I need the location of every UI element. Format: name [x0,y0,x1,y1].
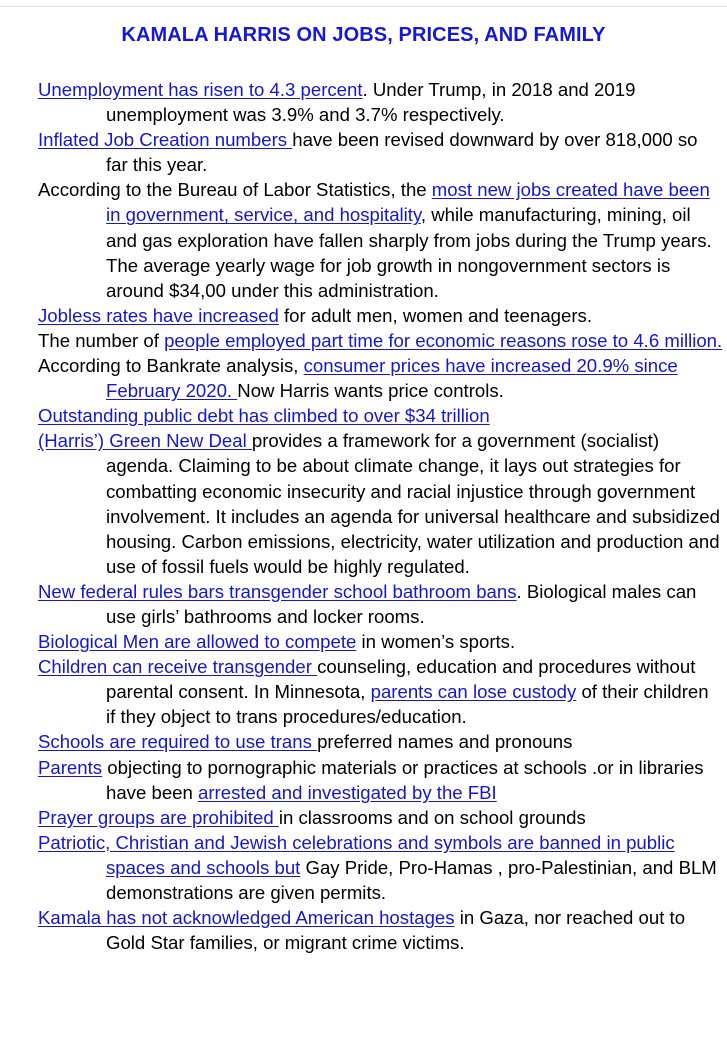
item-link[interactable]: Children can receive transgender [38,656,318,678]
list-item [38,805,723,830]
item-link[interactable]: consumer prices have increased 20.9% since February 2020. [106,355,678,402]
item-link[interactable]: Jobless rates have increased [38,304,279,326]
item-text: According to the Bureau of Labor Statistics, the [38,179,432,201]
page-title: KAMALA HARRIS ON JOBS, PRICES, AND FAMILY [121,24,606,46]
item-link[interactable]: parents can lose custody [370,681,577,703]
item-text: for adult men, women and teenagers. [278,304,593,326]
item-link[interactable]: New federal rules bars transgender school bathroom bans [38,580,517,602]
item-text: Now Harris wants price controls. [237,380,504,402]
list-item [38,755,723,805]
item-text: The number of [38,329,165,351]
item-text: counseling, education and procedures without parental consent. In Minnesota, [106,656,696,703]
list-item [38,403,723,428]
item-link[interactable]: (Harris’) Green New Deal [38,430,252,452]
item-text: . Under Trump, in 2018 and 2019 unemployment was 3.9% and 3.7% respectively. [106,79,636,126]
list-item [38,428,723,579]
item-text: . Biological males can use girls’ bathrooms and locker rooms. [106,580,697,627]
list-item [38,77,723,127]
list-item [38,579,723,629]
item-text: Gay Pride, Pro-Hamas , pro-Palestinian, and BLM demonstrations are given permits. [106,856,717,903]
item-text: According to Bankrate analysis, [38,355,304,377]
item-text: provides a framework for a government (socialist) agenda. Claiming to be about climate change, it lays out strategies for combatting economic insecurity and racial injustice through government involvement. It includes an agenda for universal healthcare and subsidized housing. Carbon emissions, electricity, water utilization and production and use of fossil fuels would be highly regulated. [106,430,720,577]
item-link[interactable]: Parents [38,756,103,778]
list-item [38,127,723,177]
item-link[interactable]: Schools are required to use trans [38,731,318,753]
list-item [38,905,723,955]
item-link[interactable]: Biological Men are allowed to compete [38,631,357,653]
list-item [38,629,723,654]
list-item [38,177,723,302]
item-text: objecting to pornographic materials or practices at schools .or in libraries have been [102,756,704,803]
item-text: preferred names and pronouns [317,731,573,753]
item-link[interactable]: Unemployment has risen to 4.3 percent [38,79,363,100]
list-item [38,654,723,729]
item-link[interactable]: Kamala has not acknowledged American hostages [38,907,455,929]
item-text: in classrooms and on school grounds [278,806,586,828]
item-text: of their children if they object to trans procedures/education. [106,681,709,728]
item-link[interactable]: Prayer groups are prohibited [38,806,279,828]
item-link[interactable]: Inflated Job Creation numbers [38,129,293,151]
item-text: in women’s sports. [356,631,516,653]
top-divider [0,6,727,7]
item-link[interactable]: people employed part time for economic reasons rose to 4.6 million. [164,329,723,351]
list-item [38,328,723,353]
item-text: in Gaza, nor reached out to Gold Star families, or migrant crime victims. [106,907,686,954]
list-item [38,353,723,403]
list-item [38,830,723,905]
item-link[interactable]: arrested and investigated by the FBI [198,781,497,803]
item-link[interactable]: Patriotic, Christian and Jewish celebrations and symbols are banned in public spaces and schools but [38,831,675,878]
list-item [38,303,723,328]
item-text: have been revised downward by over 818,000 so far this year. [106,129,698,176]
item-text: , while manufacturing, mining, oil and gas exploration have fallen sharply from jobs during the Trump years. The average yearly wage for job growth in nongovernment sectors is around $34,00 under this administration. [106,204,712,301]
list-item [38,729,723,754]
document-body [38,77,723,955]
item-link[interactable]: most new jobs created have been in government, service, and hospitality [106,179,710,226]
item-link[interactable]: Outstanding public debt has climbed to over $34 trillion [38,405,490,427]
